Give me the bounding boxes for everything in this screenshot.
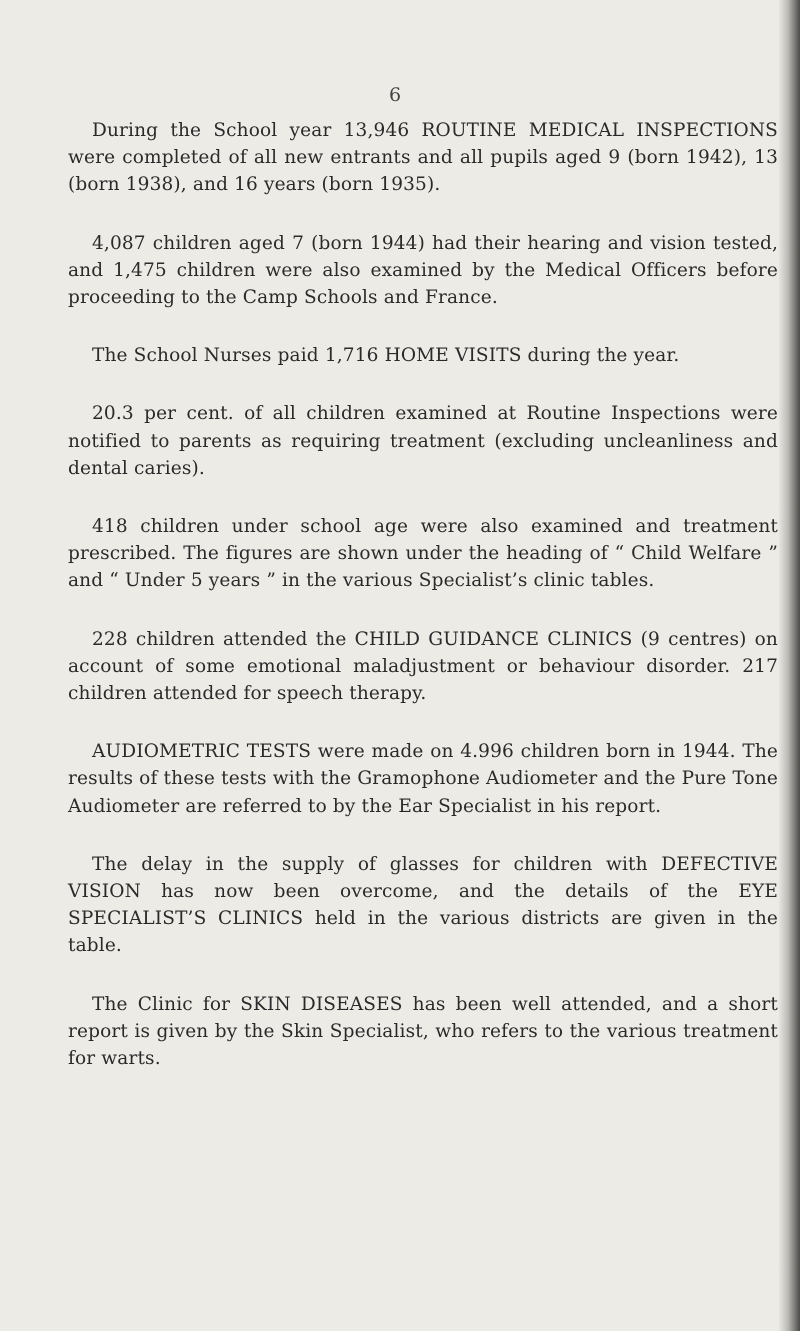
paragraph-child-guidance: 228 children attended the CHILD GUIDANCE CLINICS (9 centres) on account of some emotional maladjustment or behaviour disorder. 217 children attended for speech therapy. bbox=[68, 628, 778, 705]
report-body bbox=[68, 117, 778, 1103]
paragraph-under-school-age: 418 children under school age were also examined and treatment prescribed. The figures are shown under the heading of “ Child Welfare ” and “ Under 5 years ” in the various Specialist’s clinic tables. bbox=[68, 516, 778, 592]
paragraph-audiometric-tests: AUDIOMETRIC TESTS were made on 4.996 children born in 1944. The results of these tests with the Gramophone Audiometer and the Pure Tone Audiometer are referred to by the Ear Specialist in his report. bbox=[68, 741, 778, 817]
page-edge-shadow bbox=[778, 0, 800, 1331]
paragraph-routine-inspections: During the School year 13,946 ROUTINE MEDICAL INSPECTIONS were completed of all new entrants and all pupils aged 9 (born 1942), 13 (born 1938), and 16 years (born 1935). bbox=[68, 120, 778, 196]
paragraph-skin-diseases: The Clinic for SKIN DISEASES has been well attended, and a short report is given by the Skin Specialist, who refers to the various treatment for warts. bbox=[68, 993, 778, 1070]
paragraph-defective-vision: The delay in the supply of glasses for children with DEFECTIVE VISION has now been overcome, and the details of the EYE SPECIALIST’S CLINICS held in the various districts are given in the table. bbox=[68, 853, 778, 957]
paragraph-home-visits: The School Nurses paid 1,716 HOME VISITS during the year. bbox=[92, 345, 680, 367]
paragraph-treatment-percentage: 20.3 per cent. of all children examined at Routine Inspections were notified to parents as requiring treatment (excluding uncleanliness and dental caries). bbox=[68, 403, 778, 479]
page-number: 6 bbox=[388, 84, 402, 106]
paragraph-hearing-vision: 4,087 children aged 7 (born 1944) had their hearing and vision tested, and 1,475 children were also examined by the Medical Officers before proceeding to the Camp Schools and France. bbox=[68, 232, 778, 309]
